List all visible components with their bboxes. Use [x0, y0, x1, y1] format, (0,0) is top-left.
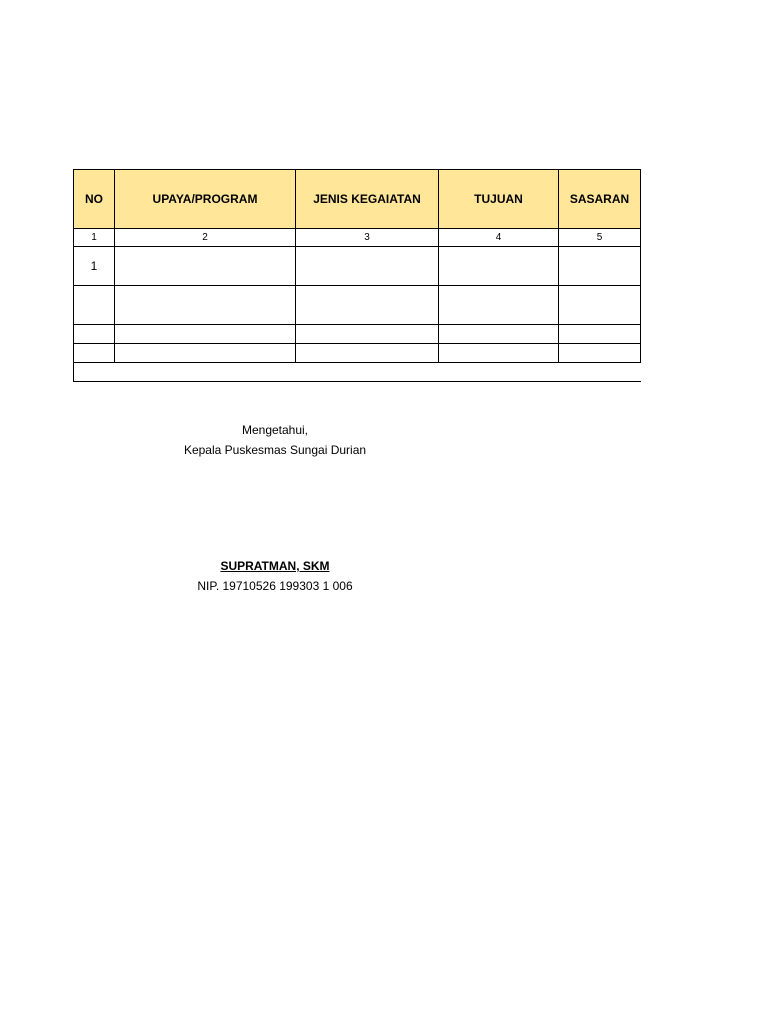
table-cell	[559, 344, 641, 363]
header-sasaran: SASARAN	[559, 170, 641, 229]
table-cell	[439, 344, 559, 363]
signer-role: Kepala Puskesmas Sungai Durian	[183, 443, 367, 457]
acknowledged-label: Mengetahui,	[241, 423, 309, 437]
header-jenis-kegiatan: JENIS KEGAIATAN	[296, 170, 439, 229]
table-cell	[559, 325, 641, 344]
signer-nip: NIP. 19710526 199303 1 006	[197, 579, 353, 593]
column-number: 1	[74, 229, 115, 247]
table-row	[74, 325, 641, 344]
table-cell	[559, 286, 641, 325]
program-table	[73, 169, 641, 382]
table-cell	[296, 344, 439, 363]
column-number: 3	[296, 229, 439, 247]
header-upaya-program: UPAYA/PROGRAM	[115, 170, 296, 229]
column-number: 5	[559, 229, 641, 247]
table-cell	[115, 247, 296, 286]
header-tujuan: TUJUAN	[439, 170, 559, 229]
table-cell	[296, 247, 439, 286]
table-cell-no	[74, 325, 115, 344]
table-cell	[439, 286, 559, 325]
table-cell	[439, 247, 559, 286]
table-cell	[115, 325, 296, 344]
table-row	[74, 286, 641, 325]
table-cell	[559, 247, 641, 286]
table-header-row	[74, 170, 641, 229]
table-cell-no: 1	[74, 247, 115, 286]
table-footer-cell	[74, 363, 641, 382]
column-number-row	[74, 229, 641, 247]
table-row	[74, 247, 641, 286]
table-cell	[439, 325, 559, 344]
signer-name: SUPRATMAN, SKM	[220, 559, 330, 573]
table-cell-no	[74, 344, 115, 363]
column-number: 4	[439, 229, 559, 247]
column-number: 2	[115, 229, 296, 247]
table-footer-row	[74, 363, 641, 382]
table-cell	[296, 325, 439, 344]
table-cell-no	[74, 286, 115, 325]
table-row	[74, 344, 641, 363]
header-no: NO	[74, 170, 115, 229]
table-cell	[115, 344, 296, 363]
table-cell	[115, 286, 296, 325]
table-cell	[296, 286, 439, 325]
